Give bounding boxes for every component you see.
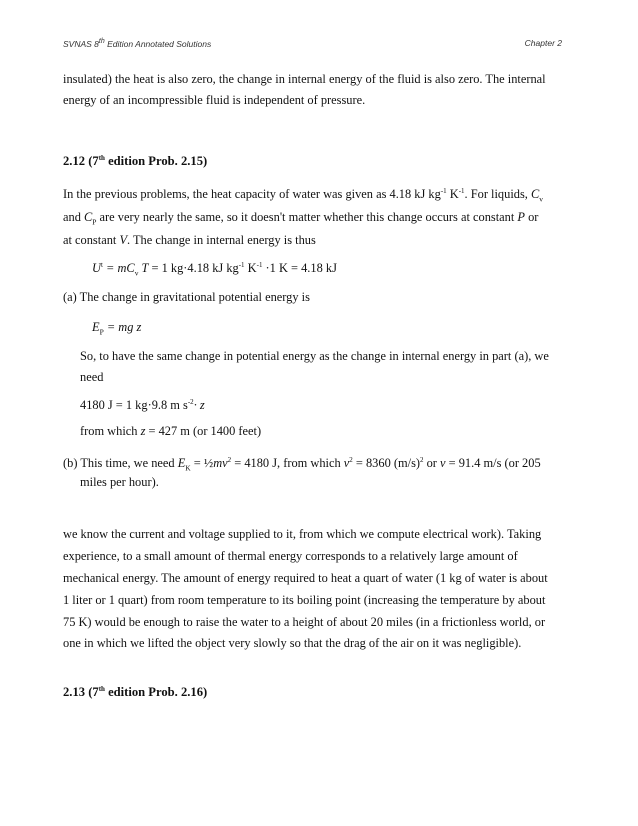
paragraph-line: So, to have the same change in potential energy as the change in internal energy in part (a), we bbox=[80, 349, 549, 363]
text-span: = 8360 (m/s) bbox=[352, 456, 421, 471]
paragraph-line: energy of an incompressible fluid is independent of pressure. bbox=[63, 93, 366, 107]
sup: -2 bbox=[187, 398, 194, 406]
text-span: = 427 m (or 1400 feet) bbox=[145, 424, 262, 438]
text-span: from which bbox=[80, 424, 141, 438]
heading-text: 2.13 (7 bbox=[63, 685, 99, 700]
sub: v bbox=[539, 194, 543, 204]
heading-text: 2.12 (7 bbox=[63, 154, 99, 169]
heading-sup: th bbox=[98, 685, 105, 693]
sub: K bbox=[185, 463, 191, 473]
text-span: . For liquids, bbox=[464, 187, 531, 202]
heading-text: edition Prob. 2.16) bbox=[104, 685, 208, 700]
text-span: . The change in internal energy is thus bbox=[127, 233, 316, 247]
sup: -1 bbox=[256, 261, 263, 269]
equation bbox=[92, 261, 337, 278]
paragraph-line: we know the current and voltage supplied to it, from which we compute electrical work). Taking bbox=[63, 527, 542, 541]
paragraph-line bbox=[63, 456, 541, 473]
math-var: z bbox=[140, 424, 146, 438]
paragraph-line: miles per hour). bbox=[80, 475, 159, 489]
equation bbox=[80, 424, 261, 439]
paragraph-line: (a) The change in gravitational potential energy is bbox=[63, 290, 310, 304]
paragraph-line bbox=[63, 210, 538, 226]
header-left-text: SVNAS 8 bbox=[63, 38, 99, 49]
paragraph-line: need bbox=[80, 370, 104, 384]
paragraph-line bbox=[63, 233, 316, 248]
text-span: In the previous problems, the heat capacity of water was given as 4.18 kJ kg bbox=[63, 187, 441, 202]
header-left bbox=[63, 38, 211, 49]
section-heading bbox=[63, 685, 207, 700]
text-span: ·1 K = 4.18 kJ bbox=[262, 261, 337, 276]
math-var: T bbox=[138, 261, 149, 276]
sup: 2 bbox=[349, 456, 353, 464]
math-var: C bbox=[84, 210, 93, 224]
math-var: v bbox=[440, 456, 446, 471]
math-var: · z bbox=[193, 398, 205, 413]
math-var: mv bbox=[213, 456, 228, 471]
sup: t bbox=[100, 261, 103, 269]
text-span: = 91.4 m/s (or 205 bbox=[445, 456, 541, 471]
math-var: V bbox=[119, 233, 128, 247]
math-var: P bbox=[517, 210, 525, 224]
text-span: (b) This time, we need bbox=[63, 456, 178, 471]
text-span: = 4180 J, from which bbox=[231, 456, 344, 471]
equation bbox=[80, 398, 205, 413]
paragraph-line: 1 liter or 1 quart) from room temperature to its boiling point (increasing the temperature by about bbox=[63, 593, 546, 607]
paragraph-line: mechanical energy. The amount of energy required to heat a quart of water (1 kg of water is about bbox=[63, 571, 548, 585]
math-var: C bbox=[530, 187, 540, 202]
equation bbox=[92, 320, 141, 336]
header-right: Chapter 2 bbox=[524, 38, 562, 48]
math-var: E bbox=[177, 456, 186, 471]
paragraph-line bbox=[63, 187, 543, 204]
sub: v bbox=[134, 268, 139, 278]
sup: 2 bbox=[420, 456, 424, 464]
text-span: are very nearly the same, so it doesn't matter whether this change occurs at constant bbox=[96, 210, 518, 224]
sub: P bbox=[92, 217, 97, 227]
paragraph-line: insulated) the heat is also zero, the change in internal energy of the fluid is also zero. The internal bbox=[63, 72, 546, 86]
text-span: K bbox=[244, 261, 257, 276]
section-heading bbox=[63, 154, 207, 169]
paragraph-line: one in which we lifted the object very slowly so that the drag of the air on it was negligible). bbox=[63, 636, 522, 650]
header-left-sup: th bbox=[98, 38, 105, 45]
math-var: U bbox=[92, 261, 101, 276]
math-var: = mC bbox=[102, 261, 135, 276]
sup: -1 bbox=[440, 187, 447, 195]
math-var: = mg z bbox=[103, 320, 142, 334]
math-var: v bbox=[343, 456, 350, 471]
sub: P bbox=[99, 327, 104, 337]
text-span: 4180 J = 1 kg·9.8 m s bbox=[80, 398, 188, 413]
sup: -1 bbox=[458, 187, 465, 195]
text-span: or bbox=[524, 210, 539, 224]
text-span: K bbox=[446, 187, 459, 202]
text-span: and bbox=[63, 210, 84, 224]
sup: 2 bbox=[227, 456, 232, 464]
header-left-rest: Edition Annotated Solutions bbox=[104, 38, 212, 49]
heading-sup: th bbox=[98, 154, 105, 162]
text-span: = ½ bbox=[190, 456, 214, 471]
sup: -1 bbox=[238, 261, 245, 269]
heading-text: edition Prob. 2.15) bbox=[104, 154, 208, 169]
text-span: or bbox=[423, 456, 441, 471]
math-var: E bbox=[92, 320, 100, 334]
text-span: at constant bbox=[63, 233, 120, 247]
paragraph-line: experience, to a small amount of thermal energy corresponds to a relatively large amount of bbox=[63, 549, 518, 563]
text-span: = 1 kg·4.18 kJ kg bbox=[148, 261, 239, 276]
paragraph-line: 75 K) would be enough to raise the water to a height of about 20 miles (in a frictionless world, or bbox=[63, 615, 546, 629]
